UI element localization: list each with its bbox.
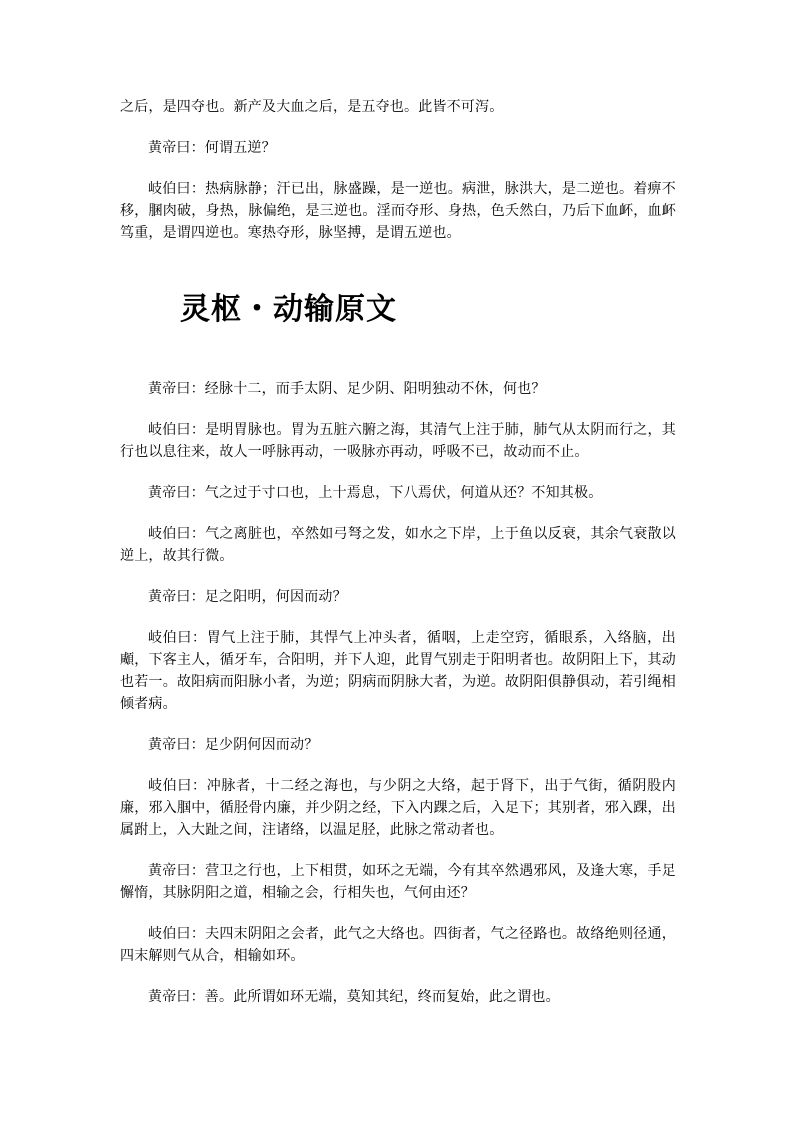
paragraph-closing: 黄帝曰：善。此所谓如环无端，莫知其纪，终而复始，此之谓也。 [148,989,560,1005]
paragraph-question-1: 黄帝曰：经脉十二，而手太阴、足少阴、阳明独动不休，何也？ [148,381,546,397]
paragraph-continuation: 之后，是四夺也。新产及大血之后，是五夺也。此皆不可泻。 [120,99,504,115]
section-1 [120,96,676,244]
paragraph-answer-4: 岐伯曰：冲脉者，十二经之海也，与少阴之大络，起于肾下，出于气街，循阴股内廉，邪入腘中，循胫骨内廉，并少阴之经，下入内踝之后，入足下；其别者，邪入踝，出属跗上，入大趾之间，注诸络，以温足胫，此脉之常动者也。 [120,778,676,838]
paragraph-question-5: 黄帝曰：营卫之行也，上下相贯，如环之无端，今有其卒然遇邪风，及逢大寒，手足懈惰，其脉阴阳之道，相输之会，行相失也，气何由还？ [120,863,676,901]
section-title: 灵枢・动输原文 [180,292,397,327]
section-2 [120,378,676,1008]
paragraph-question-3: 黄帝曰：足之阳明，何因而动？ [148,589,347,605]
paragraph-answer-3: 岐伯曰：胃气上注于肺，其悍气上冲头者，循咽，上走空窍，循眼系，入络脑，出顑，下客主人，循牙车，合阳明，并下人迎，此胃气别走于阳明者也。故阴阳上下，其动也若一。故阳病而阳脉小者，为逆；阴病而阴脉大者，为逆。故阴阳俱静俱动，若引绳相倾者病。 [120,630,676,712]
paragraph-question-2: 黄帝曰：气之过于寸口也，上十焉息，下八焉伏，何道从还？不知其极。 [148,485,603,501]
paragraph-question-five-adverse: 黄帝曰：何谓五逆？ [148,140,276,156]
paragraph-answer-1: 岐伯曰：是明胃脉也。胃为五脏六腑之海，其清气上注于肺，肺气从太阴而行之，其行也以息往来，故人一呼脉再动，一吸脉亦再动，呼吸不已，故动而不止。 [120,422,676,460]
paragraph-answer-five-adverse: 岐伯曰：热病脉静；汗已出，脉盛躁，是一逆也。病泄，脉洪大，是二逆也。着痹不移，䐃肉破，身热，脉偏绝，是三逆也。淫而夺形、身热，色夭然白，乃后下血衃，血衃笃重，是谓四逆也。寒热夺形，脉坚搏，是谓五逆也。 [120,181,676,241]
paragraph-answer-2: 岐伯曰：气之离脏也，卒然如弓弩之发，如水之下岸，上于鱼以反衰，其余气衰散以逆上，故其行微。 [120,526,676,564]
paragraph-answer-5: 岐伯曰：夫四末阴阳之会者，此气之大络也。四街者，气之径路也。故络绝则径通，四末解则气从合，相输如环。 [120,926,676,964]
paragraph-question-4: 黄帝曰：足少阴何因而动？ [148,737,319,753]
